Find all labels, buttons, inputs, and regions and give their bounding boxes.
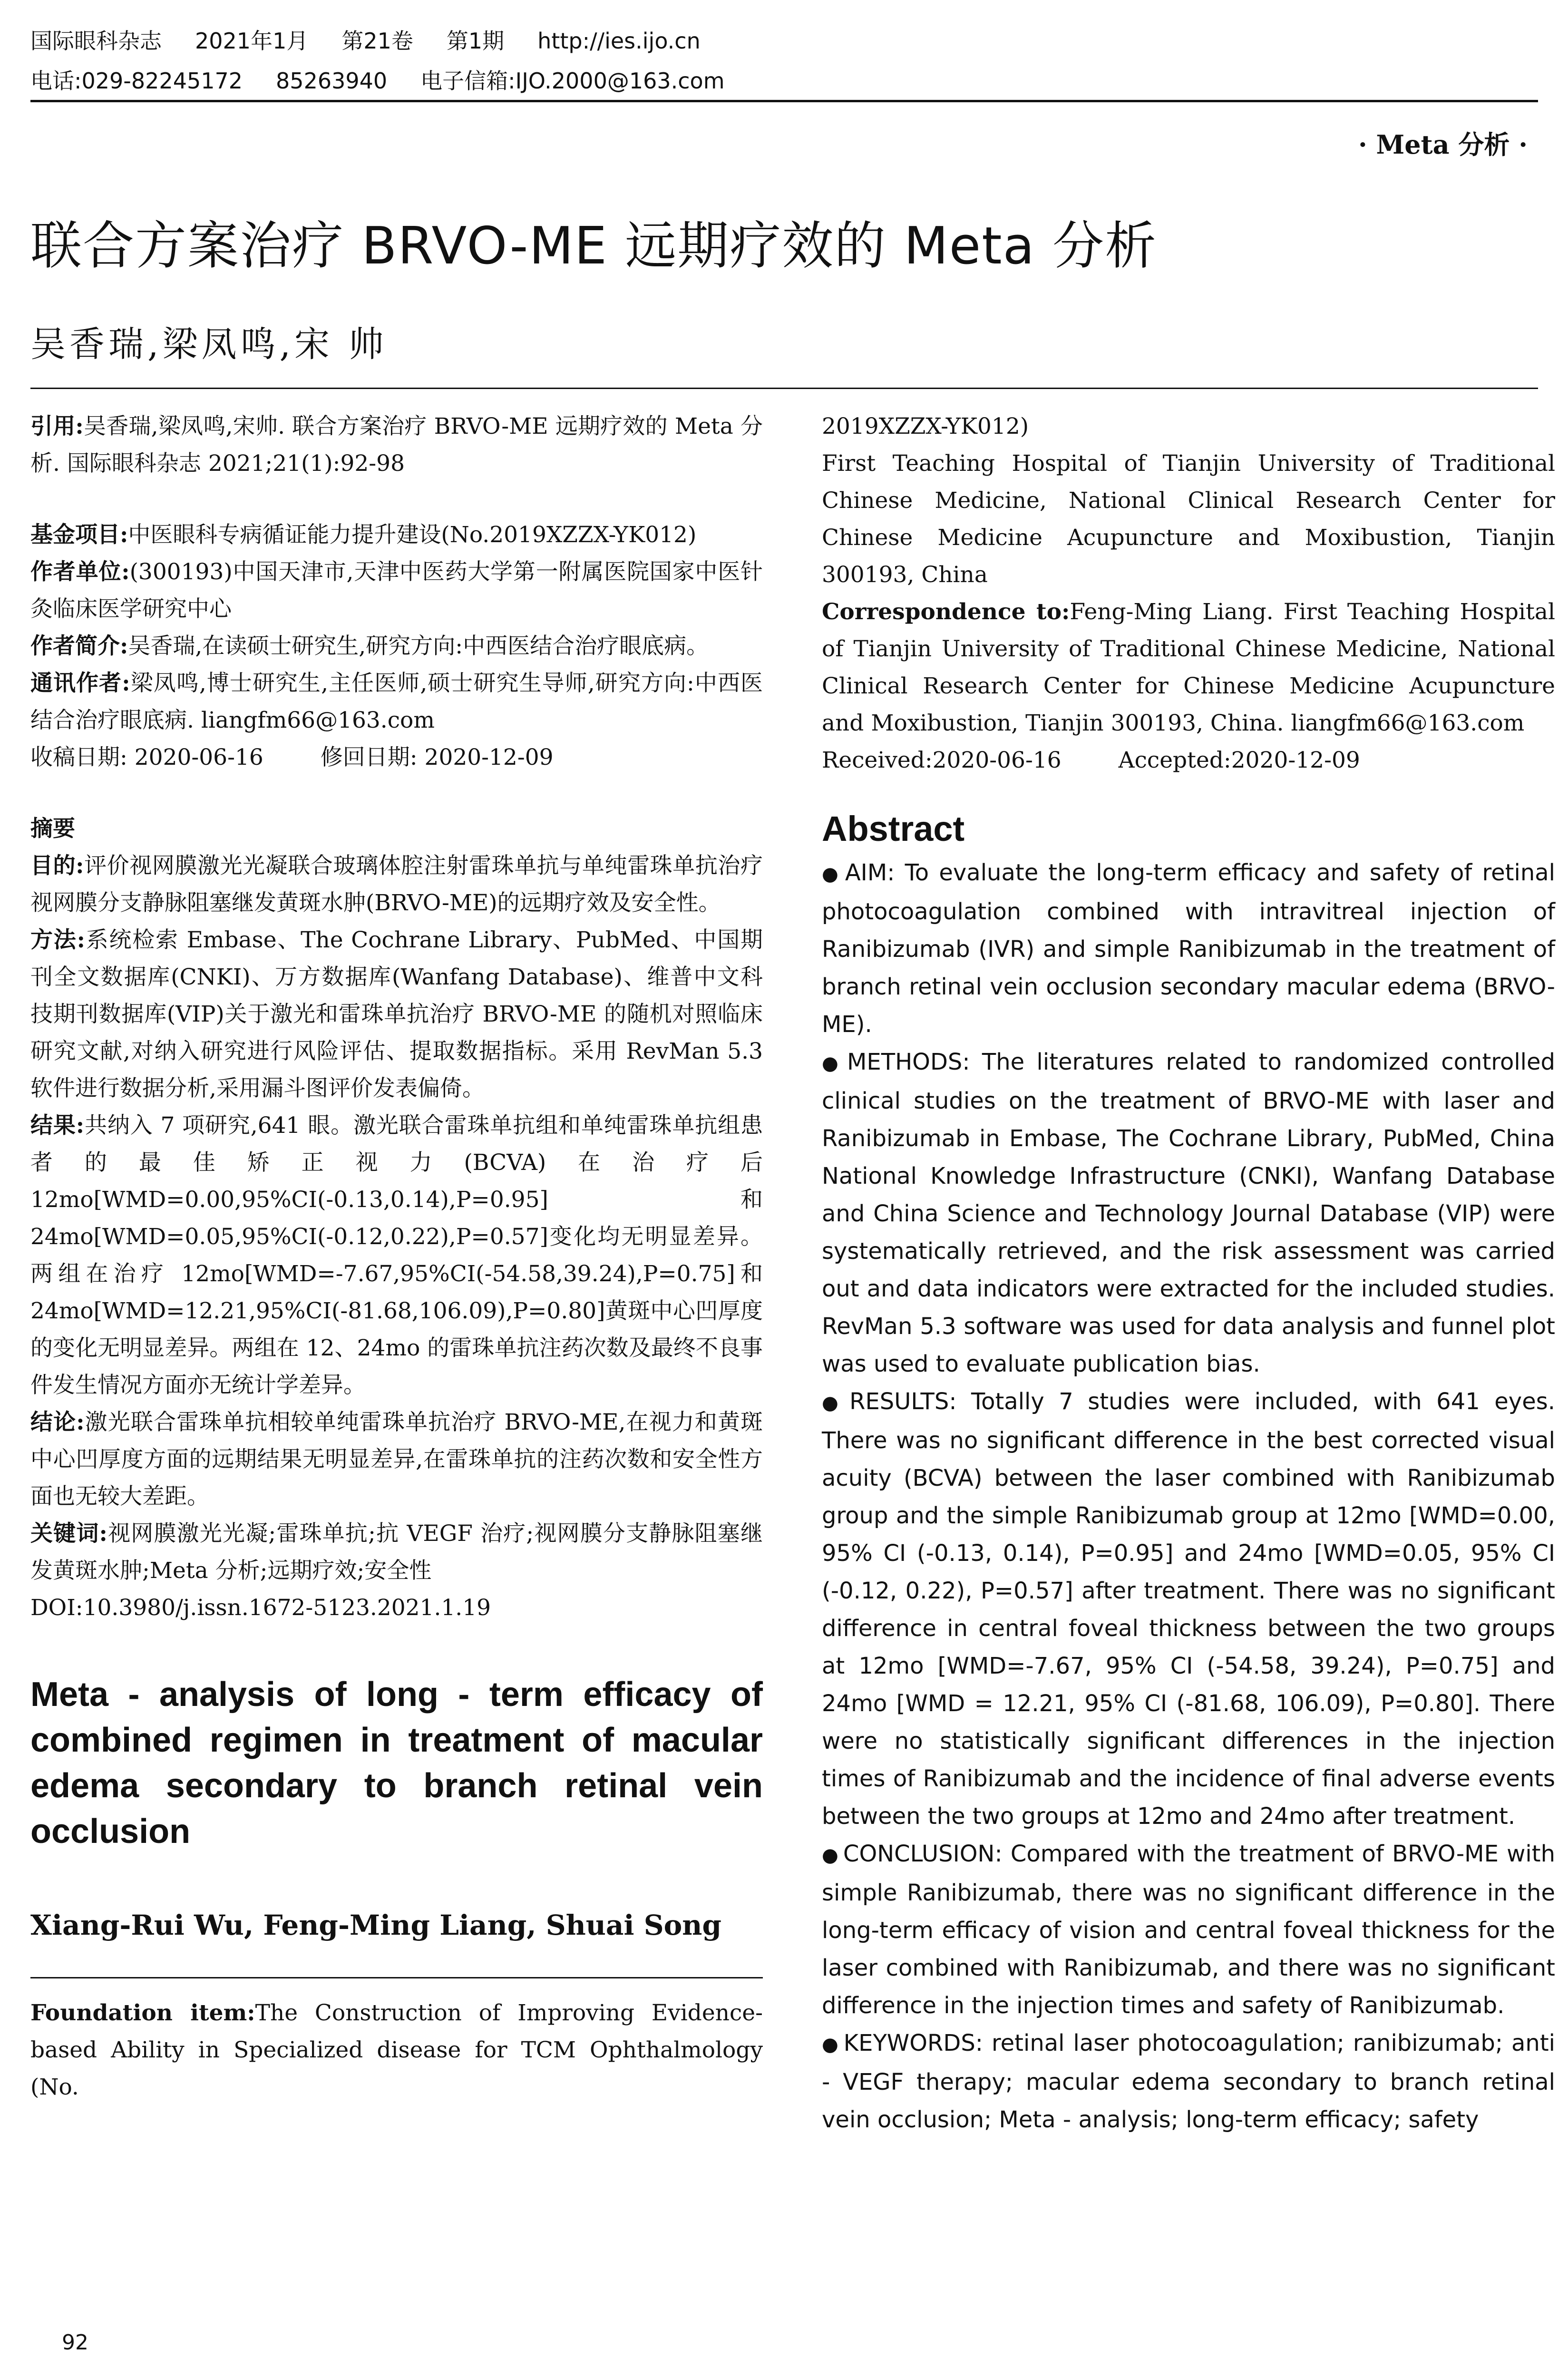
bullet-icon: ● (822, 1844, 839, 1866)
section-tag: · Meta 分析 · (1358, 129, 1528, 160)
issue-date: 2021年1月 (195, 28, 309, 54)
received-date: 收稿日期: 2020-06-16 (30, 744, 263, 770)
en-dates (822, 742, 1555, 779)
affiliation: First Teaching Hospital of Tianjin University of Traditional Chinese Medicine, National Clinical Research Center for Chinese Medicine Acupuncture and Moxibustion, Tianjin 300193, China (822, 450, 1555, 588)
journal-header-line1 (30, 24, 734, 55)
bullet-icon: ● (822, 2034, 840, 2056)
corresponding (30, 665, 763, 739)
authors-rule (30, 1977, 763, 1978)
accepted-en: Accepted:2020-12-09 (1118, 747, 1360, 773)
journal-url[interactable]: http://ies.ijo.cn (537, 28, 701, 54)
fund (30, 516, 763, 554)
abstract-heading-cn: 摘要 (30, 816, 75, 842)
unit-text: (300193)中国天津市,天津中医药大学第一附属医院国家中医针灸临床医学研究中心 (30, 559, 763, 622)
correspondence-text: Feng-Ming Liang. First Teaching Hospital of Tianjin University of Traditional Chinese Medicine, National Clinical Research Center for Chinese Medicine Acupuncture and Moxibustion, Tianjin 300193, China. liangfm66@163.com (822, 599, 1555, 736)
conclusion-text: 激光联合雷珠单抗相较单纯雷珠单抗治疗 BRVO-ME,在视力和黄斑中心凹厚度方面的远期结果无明显差异,在雷珠单抗的注药次数和安全性方面也无较大差距。 (30, 1409, 763, 1510)
citation (30, 408, 763, 482)
corr-label: 通讯作者: (30, 670, 130, 696)
keywords-cn (30, 1515, 763, 1589)
foundation-text: The Construction of Improving Evidence-based Ability in Specialized disease for TCM Ophthalmology (No. (30, 2000, 763, 2100)
methods-text: 系统检索 Embase、The Cochrane Library、PubMed、中国期刊全文数据库(CNKI)、万方数据库(Wanfang Database)、维普中文科技期刊数据库(VIP)关于激光和雷珠单抗治疗 BRVO-ME 的随机对照临床研究文献,对纳入研究进行风险评估、提取数据指标。采用 RevMan 5.3 软件进行数据分析,采用漏斗图评价发表偏倚。 (30, 927, 763, 1101)
foundation-continued: 2019XZZX-YK012) (822, 413, 1029, 439)
journal-header-line2 (30, 64, 758, 95)
bio-label: 作者简介: (30, 633, 128, 659)
received-en: Received:2020-06-16 (822, 747, 1062, 773)
abstract-keywords: ● KEYWORDS: retinal laser photocoagulation; ranibizumab; anti - VEGF therapy; macular edema secondary to branch retinal vein occlusion; Meta - analysis; long-term efficacy; safety (822, 2030, 1555, 2133)
foundation-item (30, 1995, 763, 2106)
keywords-text: 视网膜激光光凝;雷珠单抗;抗 VEGF 治疗;视网膜分支静脉阻塞继发黄斑水肿;Meta 分析;远期疗效;安全性 (30, 1520, 763, 1584)
bio (30, 628, 763, 665)
journal-name: 国际眼科杂志 (30, 28, 162, 54)
abstract-results: ● RESULTS: Totally 7 studies were included, with 641 eyes. There was no significant difference in the best corrected visual acuity (BCVA) between the laser combined with Ranibizumab group and the simple Ranibizumab group at 12mo [WMD=0.00, 95% CI (-0.13, 0.14), P=0.95] and 24mo [WMD=0.05, 95% CI (-0.12, 0.22), P=0.57] after treatment. There was no significant difference in central foveal thickness between the two groups at 12mo [WMD=-7.67, 95% CI (-54.58, 39.24), P=0.75] and 24mo [WMD = 12.21, 95% CI (-81.68, 106.09), P=0.80]. There were no statistically significant differences in the injection times of Ranibizumab and the incidence of final adverse events between the two groups at 12mo and 24mo after treatment. (822, 1388, 1555, 1830)
results-label: 结果: (30, 1112, 85, 1139)
methods-cn (30, 922, 763, 1107)
correspondence (822, 594, 1555, 742)
abstract-heading: Abstract (822, 809, 965, 848)
english-title: Meta - analysis of long - term efficacy of combined regimen in treatment of macular edema secondary to branch retinal vein occlusion (30, 1676, 763, 1851)
left-column (30, 408, 763, 2106)
english-authors: Xiang-Rui Wu, Feng-Ming Liang, Shuai Song (30, 1909, 722, 1941)
right-column (822, 408, 1555, 2139)
fund-label: 基金项目: (30, 522, 128, 548)
page-number: 92 (62, 2330, 88, 2355)
header-rule (30, 100, 1538, 102)
methods-label: 方法: (30, 927, 85, 953)
abstract-conclusion: ● CONCLUSION: Compared with the treatment of BRVO-ME with simple Ranibizumab, there was no significant difference in the long-term efficacy of vision and central foveal thickness for the laser combined with Ranibizumab, and there was no significant difference in the injection times and safety of Ranibizumab. (822, 1841, 1556, 2019)
dates (30, 739, 763, 776)
correspondence-label: Correspondence to: (822, 599, 1070, 625)
doi[interactable]: DOI:10.3980/j.issn.1672-5123.2021.1.19 (30, 1595, 491, 1621)
unit-label: 作者单位: (30, 559, 130, 585)
conclusion-label: 结论: (30, 1409, 85, 1435)
issue-number: 第1期 (446, 28, 505, 54)
foundation-label: Foundation item: (30, 2000, 255, 2026)
abstract-aim: ● AIM: To evaluate the long-term efficacy and safety of retinal photocoagulation combined with intravitreal injection of Ranibizumab (IVR) and simple Ranibizumab in the treatment of branch retinal vein occlusion secondary macular edema (BRVO-ME). (822, 859, 1555, 1038)
title-rule (30, 388, 1538, 389)
revised-date: 修回日期: 2020-12-09 (320, 744, 554, 770)
unit (30, 554, 763, 628)
keywords-label: 关键词: (30, 1520, 107, 1547)
aim-label: 目的: (30, 853, 84, 879)
citation-text: 吴香瑞,梁凤鸣,宋帅. 联合方案治疗 BRVO-ME 远期疗效的 Meta 分析. 国际眼科杂志 2021;21(1):92-98 (30, 413, 763, 477)
aim-cn (30, 848, 763, 922)
results-cn (30, 1107, 763, 1404)
bullet-icon: ● (822, 1392, 846, 1414)
citation-label: 引用: (30, 413, 84, 439)
fund-text: 中医眼科专病循证能力提升建设(No.2019XZZX-YK012) (128, 522, 697, 548)
bio-text: 吴香瑞,在读硕士研究生,研究方向:中西医结合治疗眼底病。 (128, 633, 709, 659)
conclusion-cn (30, 1404, 763, 1515)
article-authors: 吴香瑞,梁凤鸣,宋 帅 (30, 324, 388, 365)
results-text: 共纳入 7 项研究,641 眼。激光联合雷珠单抗组和单纯雷珠单抗组患者的最佳矫正视力(BCVA)在治疗后12mo[WMD=0.00,95%CI(-0.13,0.14),P=0.95]和 24mo[WMD=0.05,95%CI(-0.12,0.22),P=0.57]变化均无明显差异。两组在治疗 12mo[WMD=-7.67,95%CI(-54.58,39.24),P=0.75]和 24mo[WMD=12.21,95%CI(-81.68,106.09),P=0.80]黄斑中心凹厚度的变化无明显差异。两组在 12、24mo 的雷珠单抗注药次数及最终不良事件发生情况方面亦无统计学差异。 (30, 1112, 763, 1398)
bullet-icon: ● (822, 863, 841, 885)
aim-text: 评价视网膜激光光凝联合玻璃体腔注射雷珠单抗与单纯雷珠单抗治疗视网膜分支静脉阻塞继发黄斑水肿(BRVO-ME)的远期疗效及安全性。 (30, 853, 763, 916)
journal-email[interactable]: 电子信箱:IJO.2000@163.com (420, 68, 725, 94)
volume: 第21卷 (341, 28, 413, 54)
journal-phone: 电话:029-82245172 (30, 68, 243, 94)
abstract-methods: ● METHODS: The literatures related to randomized controlled clinical studies on the treatment of BRVO-ME with laser and Ranibizumab in Embase, The Cochrane Library, PubMed, China National Knowledge Infrastructure (CNKI), Wanfang Database and China Science and Technology Journal Database (VIP) were systematically retrieved, and the risk assessment was carried out and data indicators were extracted for the included studies. RevMan 5.3 software was used for data analysis and funnel plot was used to evaluate publication bias. (822, 1049, 1556, 1377)
journal-phone2: 85263940 (276, 68, 388, 94)
corr-text: 梁凤鸣,博士研究生,主任医师,硕士研究生导师,研究方向:中西医结合治疗眼底病. liangfm66@163.com (30, 670, 763, 733)
bullet-icon: ● (822, 1052, 844, 1074)
article-title: 联合方案治疗 BRVO-ME 远期疗效的 Meta 分析 (30, 216, 1158, 276)
